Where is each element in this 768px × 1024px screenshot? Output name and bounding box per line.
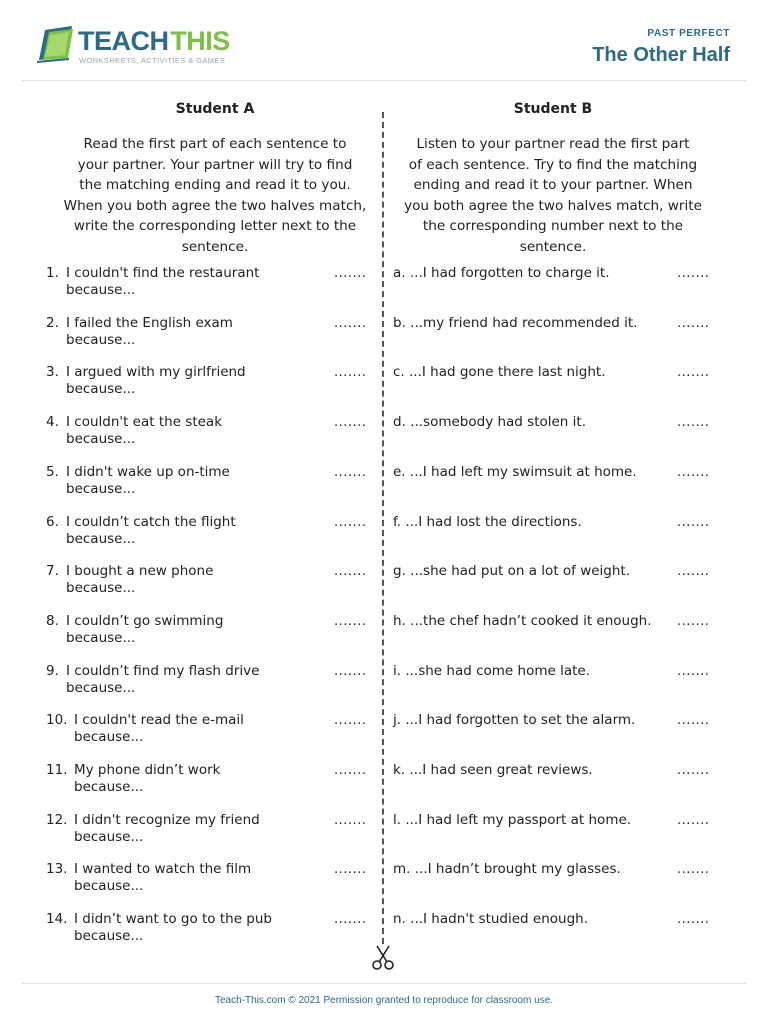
item-number: 14. (46, 911, 68, 927)
sentence-start-cont: because... (66, 530, 136, 547)
item-letter: i. (393, 663, 402, 679)
item-number: 6. (46, 514, 59, 530)
item-letter: g. (393, 563, 406, 579)
sentence-start: I didn't wake up on-time (66, 464, 230, 480)
item-number: 3. (46, 364, 59, 380)
student-a-item (46, 861, 251, 894)
answer-blank[interactable]: ....... (677, 862, 710, 877)
item-letter: l. (393, 812, 402, 828)
item-number: 2. (46, 315, 59, 331)
answer-blank[interactable]: ....... (677, 515, 710, 530)
answer-blank[interactable]: ....... (677, 614, 710, 629)
student-b-item (393, 265, 610, 282)
sentence-start: I argued with my girlfriend (66, 364, 246, 380)
answer-blank[interactable]: ....... (677, 763, 710, 778)
sentence-start-cont: because... (66, 380, 136, 397)
item-letter: a. (393, 265, 406, 281)
answer-blank[interactable]: ....... (334, 316, 367, 331)
item-letter: k. (393, 762, 406, 778)
student-b-item (393, 613, 652, 630)
sentence-start: My phone didn’t work (74, 762, 221, 778)
sentence-ending: ...I hadn't studied enough. (410, 911, 589, 927)
answer-blank[interactable]: ....... (334, 912, 367, 927)
logo-wordmark: TEACH THIS (78, 26, 230, 56)
sentence-ending: ...I had left my swimsuit at home. (409, 464, 637, 480)
sentence-start-cont: because... (66, 480, 136, 497)
answer-blank[interactable]: ....... (677, 664, 710, 679)
item-letter: b. (393, 315, 406, 331)
sentence-start-cont: because... (66, 679, 136, 696)
cut-line (382, 112, 384, 944)
page-title: The Other Half (592, 44, 730, 66)
worksheet-topic: PAST PERFECT (647, 28, 730, 39)
sentence-start-cont: because... (66, 281, 136, 298)
student-a-item (46, 613, 223, 646)
student-a-item (46, 812, 260, 845)
answer-blank[interactable]: ....... (334, 266, 367, 281)
answer-blank[interactable]: ....... (677, 564, 710, 579)
sentence-ending: ...I had forgotten to charge it. (409, 265, 610, 281)
student-a-item (46, 464, 230, 497)
student-a-item (46, 364, 246, 397)
item-number: 7. (46, 563, 59, 579)
sentence-ending: ...somebody had stolen it. (410, 414, 586, 430)
item-letter: f. (393, 514, 402, 530)
answer-blank[interactable]: ....... (334, 415, 367, 430)
answer-blank[interactable]: ....... (677, 813, 710, 828)
student-a-item (46, 414, 222, 447)
sentence-start: I failed the English exam (66, 315, 233, 331)
sentence-ending: ...she had put on a lot of weight. (410, 563, 631, 579)
answer-blank[interactable]: ....... (677, 912, 710, 927)
item-letter: n. (393, 911, 406, 927)
sentence-start-cont: because... (66, 331, 136, 348)
footer-copyright: Teach-This.com © 2021 Permission granted to reproduce for classroom use. (214, 995, 554, 1006)
item-number: 1. (46, 265, 59, 281)
sentence-ending: ...I had gone there last night. (409, 364, 606, 380)
item-number: 13. (46, 861, 68, 877)
student-b-item (393, 315, 637, 332)
answer-blank[interactable]: ....... (334, 365, 367, 380)
logo (36, 24, 236, 70)
sentence-ending: ...I had forgotten to set the alarm. (405, 712, 636, 728)
sentence-start-cont: because... (74, 828, 144, 845)
answer-blank[interactable]: ....... (334, 564, 367, 579)
answer-blank[interactable]: ....... (677, 415, 710, 430)
sentence-start: I couldn’t go swimming (66, 613, 224, 629)
student-b-item (393, 514, 582, 531)
sentence-start: I couldn't find the restaurant (66, 265, 260, 281)
student-a-item (46, 315, 233, 348)
student-b-item (393, 812, 631, 829)
sentence-start-cont: because... (66, 430, 136, 447)
logo-tagline: WORKSHEETS, ACTIVITIES & GAMES (79, 56, 226, 65)
student-b-item (393, 364, 606, 381)
answer-blank[interactable]: ....... (677, 465, 710, 480)
sentence-start-cont: because... (74, 728, 144, 745)
student-b-item (393, 663, 590, 680)
sentence-ending: ...my friend had recommended it. (410, 315, 638, 331)
sentence-ending: ...I had seen great reviews. (409, 762, 593, 778)
scissors-icon (372, 945, 394, 971)
item-letter: h. (393, 613, 406, 629)
student-b-item (393, 414, 586, 431)
student-b-item (393, 563, 630, 580)
header-divider (22, 80, 746, 81)
book-logo-icon (36, 24, 76, 64)
sentence-start: I wanted to watch the film (74, 861, 252, 877)
item-number: 5. (46, 464, 59, 480)
student-a-item (46, 712, 244, 745)
student-b-item (393, 712, 635, 729)
sentence-start: I couldn't eat the steak (66, 414, 223, 430)
answer-blank[interactable]: ....... (334, 664, 367, 679)
student-b-instructions: Listen to your partner read the first part of each sentence. Try to find the matching ending and read it to your partner. When you both agree the two halves match, write the corresponding number next to the sentence. (404, 136, 702, 255)
answer-blank[interactable]: ....... (334, 614, 367, 629)
item-number: 8. (46, 613, 59, 629)
item-letter: e. (393, 464, 406, 480)
student-a-item (46, 265, 259, 298)
item-number: 11. (46, 762, 68, 778)
student-b-heading: Student B (513, 101, 593, 117)
sentence-start-cont: because... (74, 927, 144, 944)
answer-blank[interactable]: ....... (677, 713, 710, 728)
sentence-ending: ...I had left my passport at home. (405, 812, 632, 828)
answer-blank[interactable]: ....... (334, 515, 367, 530)
sentence-ending: ...I had lost the directions. (405, 514, 582, 530)
student-b-item (393, 861, 621, 878)
answer-blank[interactable]: ....... (334, 713, 367, 728)
item-letter: c. (393, 364, 405, 380)
answer-blank[interactable]: ....... (334, 813, 367, 828)
student-a-item (46, 762, 220, 795)
item-number: 10. (46, 712, 68, 728)
sentence-start: I didn't recognize my friend (74, 812, 260, 828)
sentence-start: I couldn’t catch the flight (66, 514, 236, 530)
sentence-start-cont: because... (74, 877, 144, 894)
item-number: 9. (46, 663, 59, 679)
sentence-start-cont: because... (66, 629, 136, 646)
student-a-item (46, 563, 213, 596)
student-b-item (393, 911, 588, 928)
student-a-item (46, 911, 272, 944)
item-number: 12. (46, 812, 68, 828)
sentence-start: I bought a new phone (66, 563, 214, 579)
item-letter: d. (393, 414, 406, 430)
answer-blank[interactable]: ....... (334, 862, 367, 877)
sentence-start-cont: because... (66, 579, 136, 596)
answer-blank[interactable]: ....... (677, 365, 710, 380)
student-a-item (46, 663, 259, 696)
answer-blank[interactable]: ....... (334, 465, 367, 480)
student-a-instructions: Read the first part of each sentence to your partner. Your partner will try to find the matching ending and read it to you. When you both agree the two halves match, write the corresponding letter next to the sentence. (63, 136, 367, 255)
item-letter: j. (393, 712, 402, 728)
answer-blank[interactable]: ....... (677, 316, 710, 331)
sentence-start: I didn’t want to go to the pub (74, 911, 272, 927)
sentence-ending: ...she had come home late. (405, 663, 590, 679)
sentence-ending: ...I hadn’t brought my glasses. (414, 861, 621, 877)
sentence-ending: ...the chef hadn’t cooked it enough. (410, 613, 652, 629)
student-a-item (46, 514, 236, 547)
item-number: 4. (46, 414, 59, 430)
footer-divider (22, 983, 746, 984)
answer-blank[interactable]: ....... (677, 266, 710, 281)
sentence-start: I couldn’t find my flash drive (66, 663, 260, 679)
sentence-start: I couldn't read the e-mail (74, 712, 244, 728)
answer-blank[interactable]: ....... (334, 763, 367, 778)
sentence-start-cont: because... (74, 778, 144, 795)
student-b-item (393, 762, 593, 779)
student-b-item (393, 464, 637, 481)
item-letter: m. (393, 861, 411, 877)
student-a-heading: Student A (175, 101, 255, 117)
